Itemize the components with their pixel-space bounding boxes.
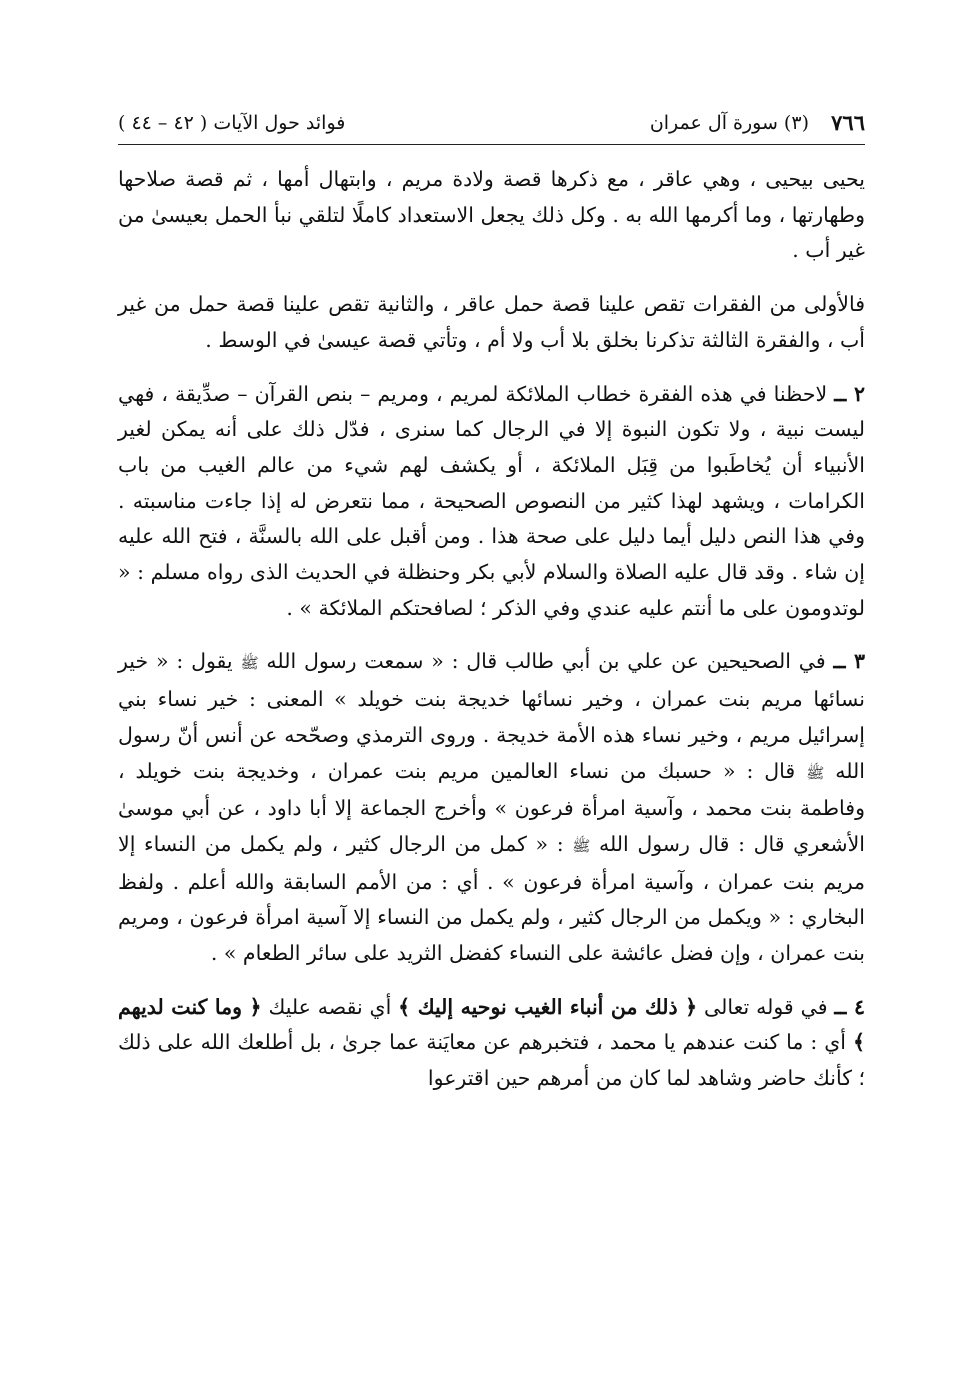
paragraph-1: يحيى بيحيى ، وهي عاقر ، مع ذكرها قصة ولادة مريم ، وابتهال أمها ، ثم قصة صلاحها وطهارتها ، وما أكرمها الله به . وكل ذلك يجعل الاستعداد كاملًا لتلقي نبأ الحمل بعيسىٰ من غير أب . (118, 167, 865, 263)
quran-quote-2: ﴿ وما كنت لديهم ﴾ (118, 994, 865, 1055)
page-header (118, 106, 865, 145)
paragraph-5-text-a: في قوله تعالى (704, 994, 828, 1019)
paragraph-5-text-b: أي نقصه عليك (268, 994, 392, 1019)
paragraph-3 (118, 377, 865, 627)
salawat-glyph: ﷺ (806, 763, 825, 782)
point-number-2: ٢ ــ (834, 381, 865, 406)
paragraph-4-text-a: في الصحيحين عن علي بن أبي طالب قال : « سمعت رسول الله (266, 649, 826, 674)
quran-quote-1: ﴿ ذلك من أنباء الغيب نوحيه إليك ﴾ (398, 994, 698, 1019)
paragraph-4-text-c: قال : « حسبك من نساء العالمين مريم بنت عمران ، وخديجة بنت خويلد ، وفاطمة بنت محمد ، وآسية امرأة فرعون » وأخرج الجماعة إلا أبا داود ، عن أبي موسىٰ الأشعري قال : قال رسول الله (118, 758, 865, 856)
page-body (118, 162, 865, 1312)
surah-title: (٣) سورة آل عمران (649, 112, 809, 134)
point-number-4: ٤ ــ (834, 994, 865, 1019)
paragraph-3-text: لاحظنا في هذه الفقرة خطاب الملائكة لمريم ، ومريم – بنص القرآن – صدِّيقة ، فهي ليست نبية ، ولا تكون النبوة إلا في الرجال كما سنرى ، فدّل ذلك على أنه يمكن لغير الأنبياء أن يُخاطَبوا من قِبَل الملائكة ، أو يكشف لهم شيء من عالم الغيب من باب الكرامات ، ويشهد لهذا كثير من النصوص الصحيحة ، مما نتعرض له إذا جاءت مناسبته . وفي هذا النص دليل أيما دليل على صحة هذا . ومن أقبل على الله بالسنَّة ، فتح الله عليه إن شاء . وقد قال عليه الصلاة والسلام لأبي بكر وحنظلة في الحديث الذى رواه مسلم : « لوتدومون على ما أنتم عليه عندي وفي الذكر ؛ لصافحتكم الملائكة » . (118, 381, 865, 620)
paragraph-4-text-b: يقول : « خير نسائها مريم بنت عمران ، وخير نسائها خديجة بنت خويلد » المعنى : خير نساء بني إسرائيل مريم ، وخير نساء هذه الأمة خديجة . وروى الترمذي وصحّحه عن أنس أنّ رسول الله (118, 649, 865, 783)
paragraph-5-text-c: أي : ما كنت عندهم يا محمد ، فتخبرهم عن معايَنة عما جرىٰ ، بل أطلعك الله على ذلك ؛ كأنك حاضر وشاهد لما كان من أمرهم حين اقترعوا (118, 1030, 865, 1091)
page-number: ٧٦٦ (831, 110, 865, 135)
section-subject: فوائد حول الآيات ( ٤٢ – ٤٤ ) (118, 112, 346, 134)
paragraph-5 (118, 990, 865, 1097)
paragraph-2: فالأولى من الفقرات تقص علينا قصة حمل عاقر ، والثانية تقص علينا قصة حمل من غير أب ، والفقرة الثالثة تذكرنا بخلق بلا أب ولا أم ، وتأتي قصة عيسىٰ في الوسط . (118, 292, 865, 352)
paragraph-4-text-d: : « كمل من الرجال كثير ، ولم يكمل من النساء إلا مريم بنت عمران ، وآسية امرأة فرعون » . أي : من الأمم السابقة والله أعلم . ولفظ البخاري : « ويكمل من الرجال كثير ، ولم يكمل من النساء إلا آسية امرأة فرعون ، ومريم بنت عمران ، وإن فضل عائشة على النساء كفضل الثريد على سائر الطعام » . (118, 831, 865, 966)
point-number-3: ٣ ــ (833, 649, 865, 674)
salawat-glyph: ﷺ (572, 836, 591, 855)
salawat-glyph: ﷺ (240, 654, 259, 673)
paragraph-4 (118, 644, 865, 971)
